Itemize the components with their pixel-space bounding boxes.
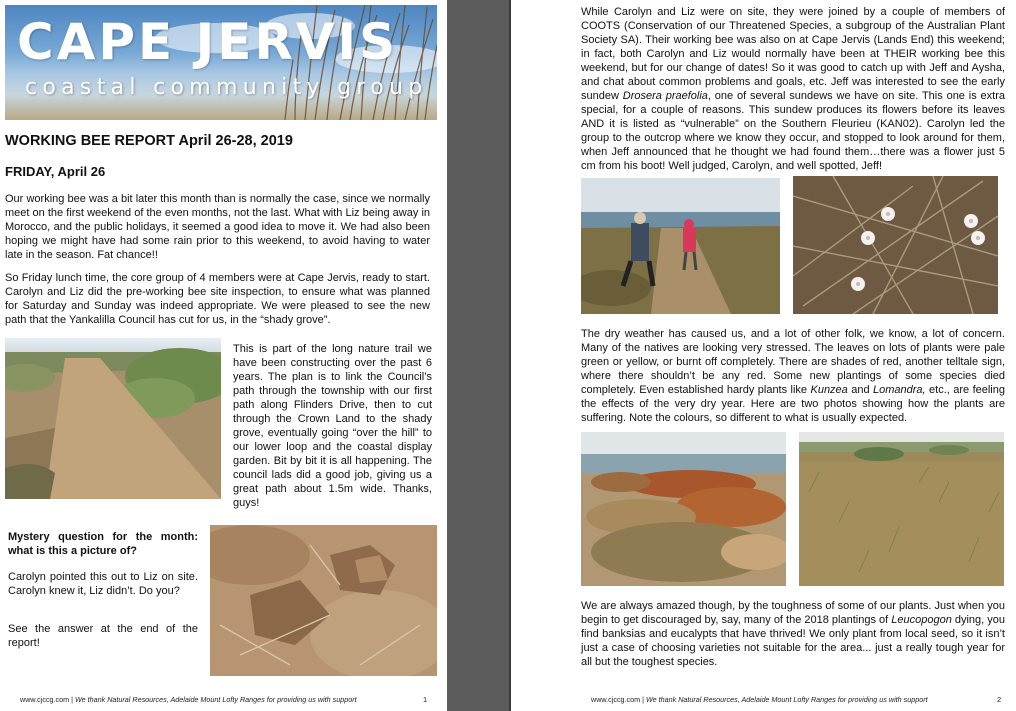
page1-footer: [20, 695, 357, 704]
footer-site: www.cjccg.com |: [591, 695, 646, 704]
footer-site: www.cjccg.com |: [20, 695, 75, 704]
banner-subtitle: coastal community group: [25, 75, 428, 100]
photo-walking-group: [581, 178, 780, 314]
page1-paragraph-1: Our working bee was a bit later this month than is normally the case, since we normally meet on the first weekend of the even months, not the last. What with Liz being away in Morocco, and the public holidays, it seemed a good idea to move it. We had also been hoping we might have had some rain prior to this weekend, to avoid having to water late in the season. Fat chance!!: [5, 193, 430, 261]
page2-paragraph-2: The dry weather has caused us, and a lot of other folk, we know, a lot of concern. Many of the natives are looking very stressed. The leaves on lots of plants were pale green or yellow, or burnt off completely. There are shades of red, another telltale sign, where there shouldn’t be any red. Some new plantings of some species died completely. Even established hardy plants like Kunzea and Lomandra, etc., are feeling the effects of the very dry year. Here are two photos showing how the plants are suffering. Note the colours, so different to what is usually expected.: [581, 328, 1005, 424]
photo-new-path: [5, 338, 221, 499]
photo-dry-grassland: [799, 432, 1004, 586]
page2-paragraph-3: We are always amazed though, by the toughness of some of our plants. Just when you begin to get discouraged by, say, many of the 2018 plantings of Leucopogon dying, you find banksias and eucalypts that have thrived! We only plant from local seed, so it isn’t just a case of choosing varieties not suitable for the area... just a really tough year for all but the toughest species.: [581, 600, 1006, 668]
page2-footer: [591, 695, 928, 704]
mystery-text-2: See the answer at the end of the report!: [8, 623, 198, 649]
page1-number: 1: [423, 695, 428, 704]
photo-sundew: [793, 176, 998, 314]
page2-paragraph-1: While Carolyn and Liz were on site, they were joined by a couple of members of COOTS (Conservation of our Threatened Species, a subgroup of the Australian Plant Society SA). Their working bee was also on at Cape Jervis (Lands End) this weekend; in fact, both Carolyn and Liz would normally have been at THEIR working bee this weekend, but for our change of dates! So it was good to catch up with Jeff and Aysha, and chat about common problems and goals, etc. Jeff was interested to see the early sundew Drosera praefolia, one of several sundews we have on site. This one is extra special, for a couple of reasons. This sundew produces its flowers before its leaves AND it is listed as “vulnerable” on the Southern Fleurieu (KAN02). Carolyn led the group to the outcrop where we know they occur, and stopped to look around for them, when Jeff announced that he thought we had found them…there was a flower just 5 cm from his boot! Well judged, Carolyn, and well spotted, Jeff!: [581, 6, 1005, 172]
page1-paragraph-2: So Friday lunch time, the core group of 4 members were at Cape Jervis, ready to start. Carolyn and Liz did the pre-working bee site inspection, to ensure what was planned for Saturday and Sunday was indeed appropriate. We were pleased to see the new path that the Yankalilla Council has cut for us, in the “shady grove”.: [5, 272, 430, 326]
photo-mystery: [210, 525, 437, 676]
mystery-question: Mystery question for the month: what is this a picture of?: [8, 531, 198, 557]
banner-title: CAPE JERVIS: [17, 13, 399, 71]
document-page-2[interactable]: [511, 0, 1016, 711]
report-title: WORKING BEE REPORT April 26-28, 2019: [5, 133, 293, 149]
banner-image: [5, 5, 437, 120]
photo-stressed-shrubs: [581, 432, 786, 586]
document-page-1[interactable]: [0, 0, 447, 711]
page2-number: 2: [997, 695, 1002, 704]
footer-thanks: We thank Natural Resources, Adelaide Mount Lofty Ranges for providing us with support: [74, 695, 357, 704]
page-gutter: [447, 0, 511, 711]
page1-paragraph-3: This is part of the long nature trail we have been constructing over the past 6 years. The plan is to link the Council’s path through the township with our first path along Flinders Drive, then to cut through the Crown Land to the shady grove, eventually going “over the hill” to our lower loop and the coastal display garden. Bit by bit it is all happening. The council lads did a good job, giving us a great path about 1.5m wide. Thanks, guys!: [233, 343, 432, 509]
footer-thanks: We thank Natural Resources, Adelaide Mount Lofty Ranges for providing us with support: [645, 695, 928, 704]
mystery-text-1: Carolyn pointed this out to Liz on site. Carolyn knew it, Liz didn’t. Do you?: [8, 571, 198, 597]
day-heading: FRIDAY, April 26: [5, 164, 106, 179]
